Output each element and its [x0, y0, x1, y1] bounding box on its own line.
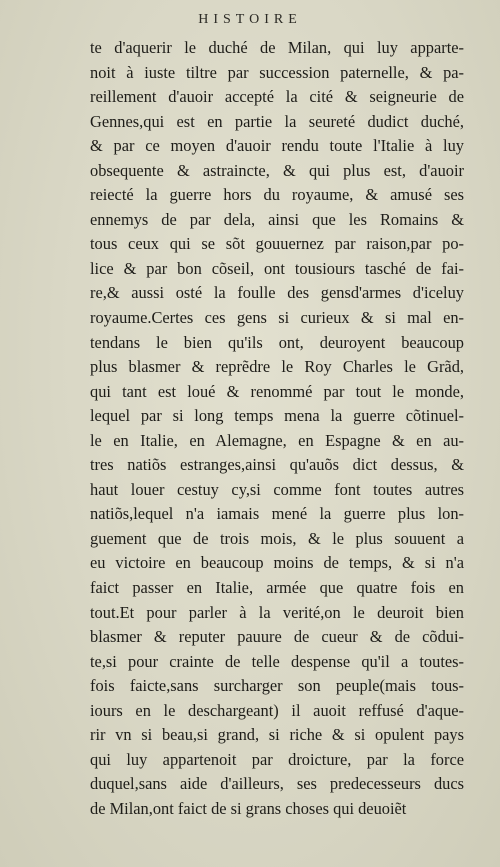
text-line: tous ceux qui se sõt gouuernez par raison,par po- — [90, 234, 464, 254]
text-line: noit à iuste tiltre par succession paternelle, & pa- — [90, 62, 464, 82]
text-line: qui tant est loué & renommé par tout le monde, — [90, 381, 464, 401]
text-line: re,& aussi osté la foulle des gensd'armes d'iceluy — [90, 283, 464, 303]
text-line: te,si pour crainte de telle despense qu'il a toutes- — [90, 651, 464, 671]
text-line: de Milan,ont faict de si grans choses qui deuoiẽt — [90, 798, 407, 818]
text-line: guement que de trois mois, & le plus souuent a — [90, 528, 464, 548]
text-line: le en Italie, en Alemagne, en Espagne & en au- — [90, 430, 464, 450]
text-line: tout.Et pour parler à la verité,on le deuroit bien — [90, 602, 464, 622]
text-line: iours en le deschargeant) il auoit reffusé d'aque- — [90, 700, 464, 720]
text-line: natiõs,lequel n'a iamais mené la guerre plus lon- — [90, 504, 464, 524]
text-line: & par ce moyen d'auoir rendu toute l'Italie à luy — [90, 136, 464, 156]
text-line: eu victoire en beaucoup moins de temps, & si n'a — [90, 553, 464, 573]
text-line: tendans le bien qu'ils ont, deuroyent beaucoup — [90, 332, 464, 352]
body-text — [90, 36, 464, 822]
text-line: Gennes,qui est en partie la seureté dudict duché, — [90, 111, 464, 131]
text-line: qui luy appartenoit par droicture, par la force — [90, 749, 464, 769]
text-line: lequel par si long temps mena la guerre cõtinuel- — [90, 406, 464, 426]
running-head: HISTOIRE — [198, 12, 302, 27]
text-line: obsequente & astraincte, & qui plus est, d'auoir — [90, 160, 464, 180]
text-line: plus blasmer & reprẽdre le Roy Charles le Grãd, — [90, 357, 464, 377]
text-line: haut louer cestuy cy,si comme font toutes autres — [90, 479, 464, 499]
text-line: reillement d'auoir accepté la cité & seigneurie de — [90, 87, 464, 107]
text-line: tres natiõs estranges,ainsi qu'auõs dict dessus, & — [90, 455, 464, 475]
text-line: lice & par bon cõseil, ont tousiours tasché de fai- — [90, 258, 464, 278]
text-line: duquel,sans aide d'ailleurs, ses predecesseurs ducs — [90, 774, 464, 794]
text-line: royaume.Certes ces gens si curieux & si mal en- — [90, 308, 464, 328]
text-line: blasmer & reputer pauure de cueur & de cõdui- — [90, 627, 464, 647]
text-line: ennemys de par dela, ainsi que les Romains & — [90, 209, 464, 229]
text-line: te d'aquerir le duché de Milan, qui luy apparte- — [90, 38, 464, 57]
text-line: faict passer en Italie, armée que quatre fois en — [90, 578, 464, 598]
text-line: fois faicte,sans surcharger son peuple(mais tous- — [90, 676, 464, 696]
text-line: reiecté la guerre hors du royaume, & amusé ses — [90, 185, 464, 205]
text-line: rir vn si beau,si grand, si riche & si opulent pays — [90, 725, 464, 745]
